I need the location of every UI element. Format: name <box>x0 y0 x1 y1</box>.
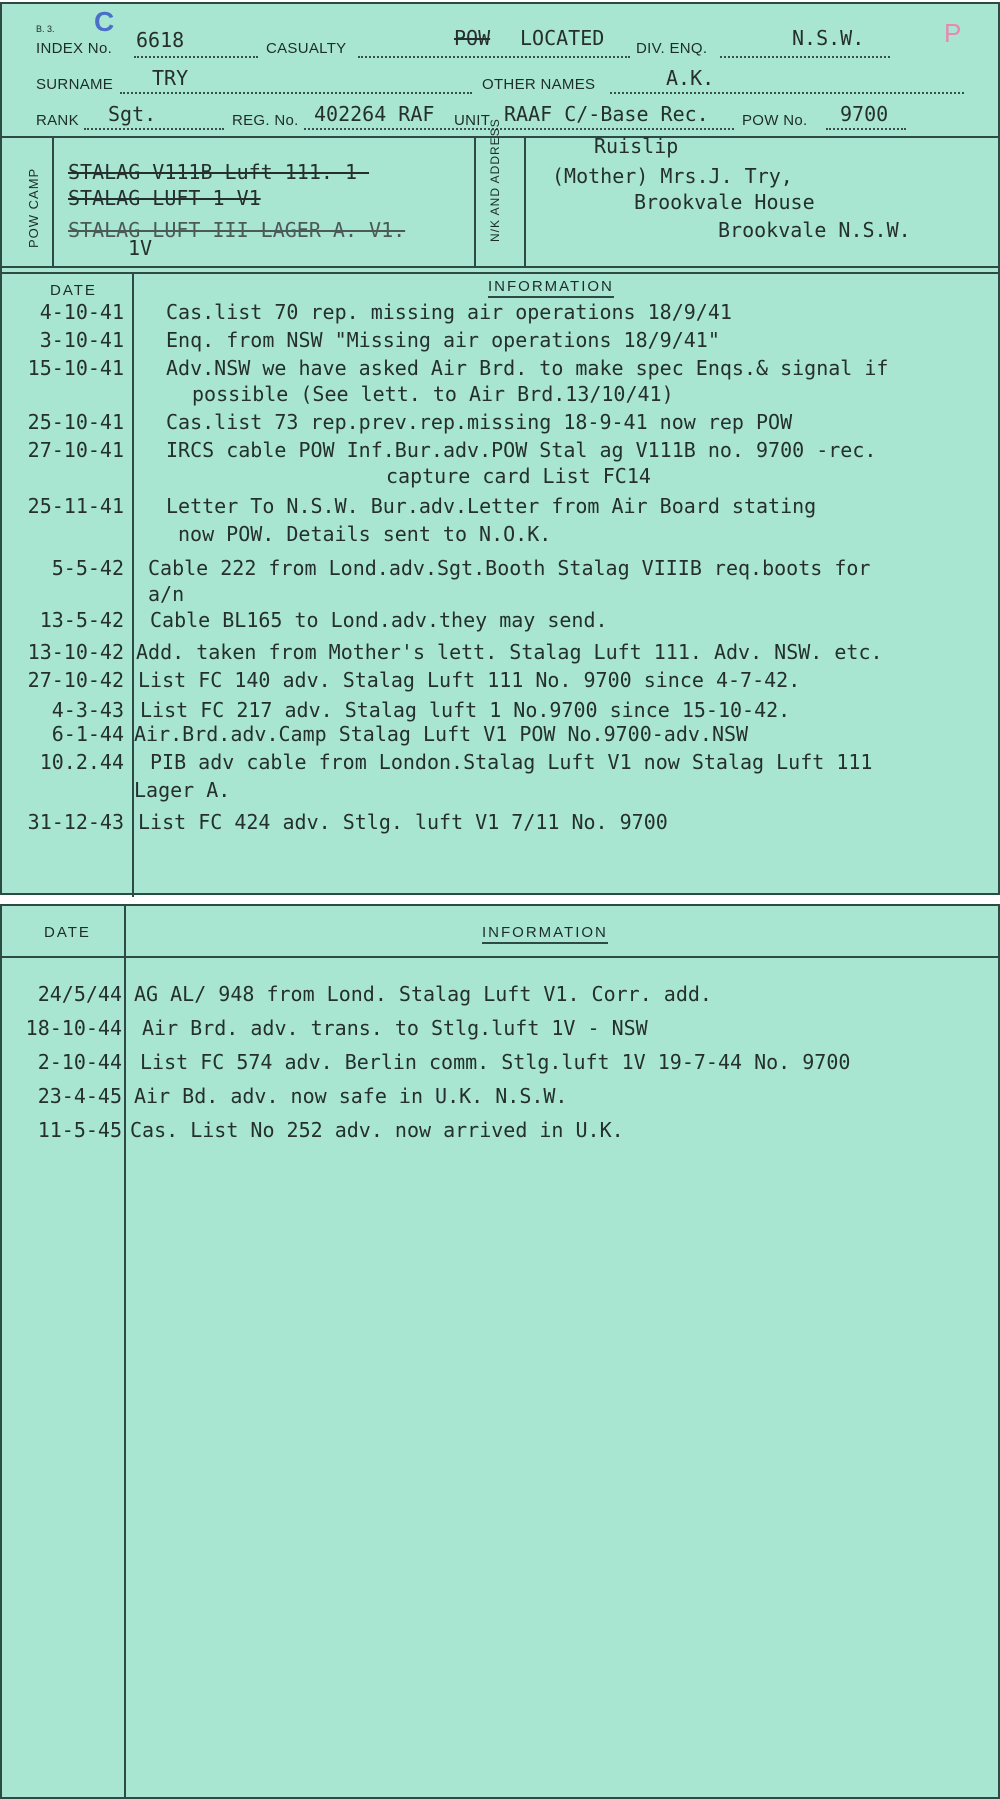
address-line-2: (Mother) Mrs.J. Try, <box>552 164 793 188</box>
pow-no-label: POW No. <box>742 112 808 129</box>
rank-label: RANK <box>36 112 79 129</box>
entry-date: 31-12-43 <box>27 810 124 834</box>
other-names-label: OTHER NAMES <box>482 76 596 93</box>
entry-text: Enq. from NSW "Missing air operations 18/9/41" <box>166 328 720 352</box>
address-line-1: Ruislip <box>594 134 679 158</box>
rank-value: Sgt. <box>108 102 157 126</box>
entry-date: 4-3-43 <box>51 698 124 722</box>
stamp-mark: P <box>944 18 962 48</box>
entry-date: 15-10-41 <box>27 356 124 380</box>
address-line-4: Brookvale N.S.W. <box>718 218 911 242</box>
entry-date: 3-10-41 <box>39 328 124 352</box>
entry-date: 5-5-42 <box>51 556 124 580</box>
card-back <box>0 904 1000 1799</box>
entry-date: 27-10-42 <box>27 668 124 692</box>
entry-date: 25-10-41 <box>27 410 124 434</box>
entry-text: capture card List FC14 <box>386 464 651 488</box>
entry-text: Air.Brd.adv.Camp Stalag Luft V1 POW No.9700-adv.NSW <box>134 722 749 746</box>
card-front <box>0 2 1000 895</box>
entry-date: 6-1-44 <box>51 722 124 746</box>
entry-date: 4-10-41 <box>39 300 124 324</box>
reg-no-label: REG. No. <box>232 112 299 129</box>
reg-no-value: 402264 RAF <box>314 102 435 126</box>
camp-line-1: STALAG-V111B-Luft-111. 1- <box>68 160 370 184</box>
entry-date: 11-5-45 <box>37 1118 122 1142</box>
camp-line-2: STALAG-LUFT-1-V1 <box>68 186 261 210</box>
entry-text: Add. taken from Mother's lett. Stalag Luft 111. Adv. NSW. etc. <box>136 640 883 664</box>
index-label: INDEX No. <box>36 40 113 57</box>
entry-date: 2-10-44 <box>37 1050 122 1074</box>
address-line-3: Brookvale House <box>634 190 815 214</box>
entry-text: a/n <box>148 582 185 606</box>
surname-label: SURNAME <box>36 76 114 93</box>
camp-line-3: STALAG-LUFT-III-LAGER A. V1. <box>68 218 406 242</box>
entry-date: 13-10-42 <box>27 640 124 664</box>
unit-value: RAAF C/-Base Rec. <box>504 102 709 126</box>
entry-text: Cas.list 73 rep.prev.rep.missing 18-9-41 now rep POW <box>166 410 793 434</box>
casualty-label: CASUALTY <box>266 40 347 57</box>
entry-date: 18-10-44 <box>25 1016 122 1040</box>
information-header: INFORMATION <box>488 278 614 298</box>
entry-text: Air Brd. adv. trans. to Stlg.luft 1V - NSW <box>142 1016 648 1040</box>
entry-date: 10.2.44 <box>39 750 124 774</box>
entry-text: IRCS cable POW Inf.Bur.adv.POW Stal ag V111B no. 9700 -rec. <box>166 438 877 462</box>
pow-no-value: 9700 <box>840 102 889 126</box>
other-names-value: A.K. <box>666 66 715 90</box>
entry-date: 25-11-41 <box>27 494 124 518</box>
entry-text: Air Bd. adv. now safe in U.K. N.S.W. <box>134 1084 568 1108</box>
entry-text: Cas.list 70 rep. missing air operations 18/9/41 <box>166 300 732 324</box>
handwritten-mark: C <box>94 6 115 37</box>
entry-text: PIB adv cable from London.Stalag Luft V1 now Stalag Luft 111 <box>150 750 873 774</box>
entry-date: 23-4-45 <box>37 1084 122 1108</box>
camp-line-4: 1V <box>128 236 153 260</box>
entry-text: AG AL/ 948 from Lond. Stalag Luft V1. Corr. add. <box>134 982 712 1006</box>
entry-text: Cable 222 from Lond.adv.Sgt.Booth Stalag VIIIB req.boots for <box>148 556 871 580</box>
entry-text: Adv.NSW we have asked Air Brd. to make spec Enqs.& signal if <box>166 356 889 380</box>
back-date-header: DATE <box>44 924 91 941</box>
casualty-value: LOCATED <box>520 26 605 50</box>
date-header: DATE <box>50 282 97 299</box>
entry-text: now POW. Details sent to N.O.K. <box>178 522 552 546</box>
form-code: B. 3. <box>36 24 55 34</box>
entry-text: List FC 574 adv. Berlin comm. Stlg.luft 1V 19-7-44 No. 9700 <box>140 1050 851 1074</box>
nok-address-label: N/K AND ADDRESS <box>488 118 502 242</box>
unit-label: UNIT <box>454 112 491 129</box>
index-value: 6618 <box>136 28 185 52</box>
pow-camp-label: POW CAMP <box>26 167 41 248</box>
entry-text: Cas. List No 252 adv. now arrived in U.K. <box>130 1118 624 1142</box>
back-information-header: INFORMATION <box>482 924 608 944</box>
entry-text: Letter To N.S.W. Bur.adv.Letter from Air Board stating <box>166 494 817 518</box>
entry-date: 13-5-42 <box>39 608 124 632</box>
casualty-struck: POW <box>454 26 491 50</box>
entry-text: List FC 140 adv. Stalag Luft 111 No. 9700 since 4-7-42. <box>138 668 801 692</box>
entry-text: List FC 217 adv. Stalag luft 1 No.9700 since 15-10-42. <box>140 698 791 722</box>
entry-date: 24/5/44 <box>37 982 122 1006</box>
entry-text: List FC 424 adv. Stlg. luft V1 7/11 No. 9700 <box>138 810 668 834</box>
entry-text: possible (See lett. to Air Brd.13/10/41) <box>192 382 674 406</box>
entry-text: Cable BL165 to Lond.adv.they may send. <box>150 608 608 632</box>
surname-value: TRY <box>152 66 189 90</box>
div-enq-value: N.S.W. <box>792 26 865 50</box>
div-enq-label: DIV. ENQ. <box>636 40 708 57</box>
entry-text: Lager A. <box>134 778 231 802</box>
entry-date: 27-10-41 <box>27 438 124 462</box>
